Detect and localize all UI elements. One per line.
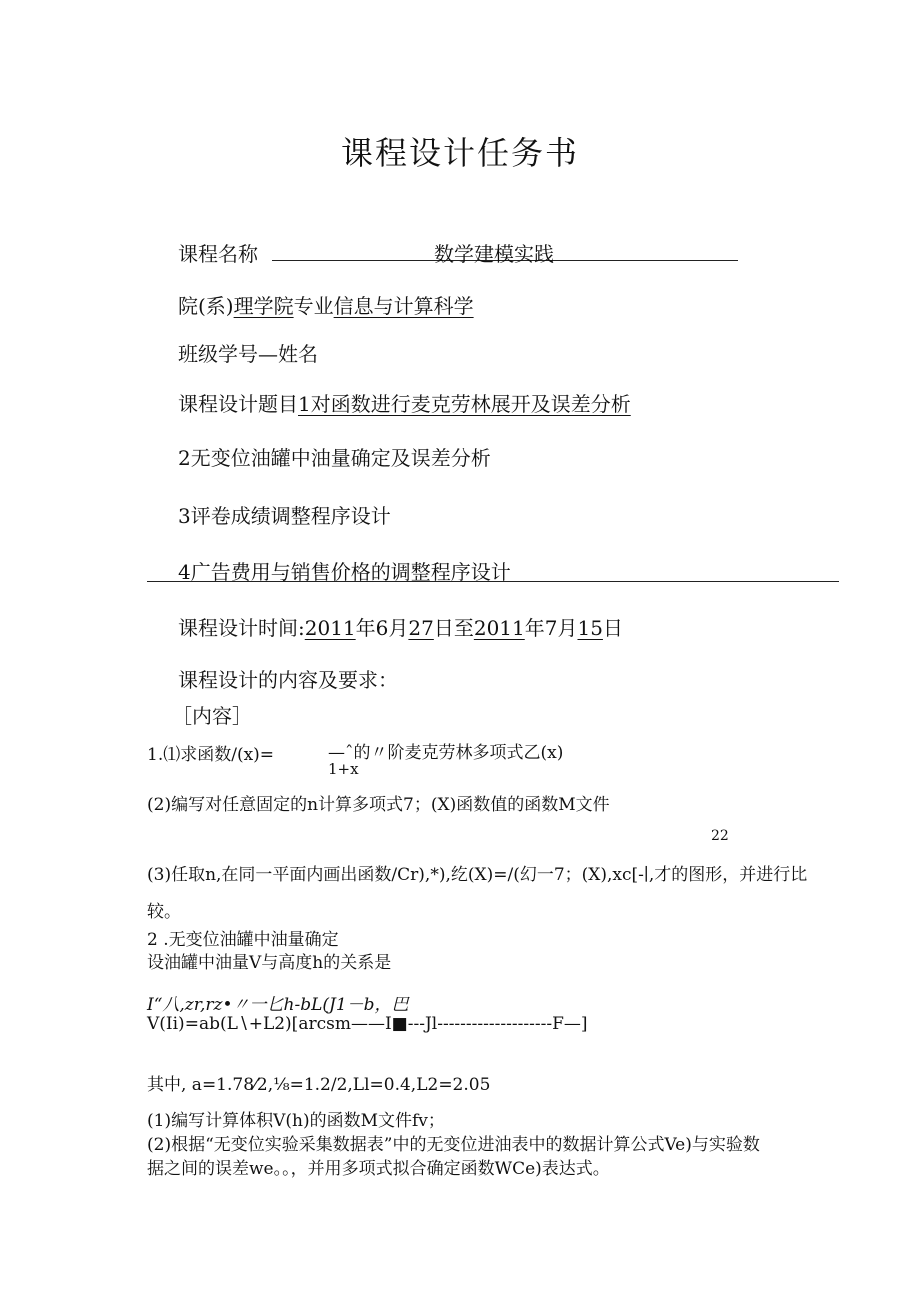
end-day: 15 [577,616,603,640]
topic-item-2: 2无变位油罐中油量确定及误差分析 [178,446,491,470]
dept-line [178,290,474,319]
time-label: 课程设计时间: [178,616,305,640]
month-char-1: 月 [388,616,409,640]
item2-heading: 2 .无变位油罐中油量确定 [147,930,339,950]
month-char-2: 月 [557,616,578,640]
major-value: 信息与计算科学 [333,294,474,318]
course-name-label: 课程名称 [178,242,258,266]
item1-line-a: 1.⑴求函数/(x)= [147,745,275,765]
major-label: 专业 [293,294,334,318]
topic-item-3: 3评卷成绩调整程序设计 [178,504,391,528]
page-title: 课程设计任务书 [340,134,579,172]
year-char-1: 年 [355,616,376,640]
item2-task-2: (2)根据“无变位实验采集数据表”中的无变位进油表中的数据计算公式Ve)与实验数 [147,1135,760,1155]
item1-line-3: (3)任取n,在同一平面内画出函数/Cr),*),纥(X)=/(幻一7；(X),xc[-∣,才的图形，并进行比 [147,865,808,885]
item1-fraction-top: —ˆ的〃阶麦克劳林多项式乙(x) [328,743,564,763]
content-bracket-heading: ［内容］ [172,704,252,728]
item2-task-2-cont: 据之间的误差we。。，并用多项式拟合确定函数WCe)表达式。 [147,1159,610,1179]
item1-line-2: (2)编写对任意固定的n计算多项式7；(X)函数值的函数M文件 [147,795,610,815]
topics-rule [147,581,839,582]
item1-superscript: 22 [711,828,729,844]
start-year: 2011 [304,616,356,640]
formula-line-2: V(Ii)=ab(L∖+L2)[arcsm——I■---Jl--------------------F—] [147,1014,588,1034]
class-line: 班级学号—姓名 [178,342,318,366]
item1-line-3-cont: 较。 [147,902,181,922]
topic-item-1: 1对函数进行麦克劳林展开及误差分析 [298,392,631,416]
parameters-line: 其中, a=1.78⁄2,⅛=1.2/2,Ll=0.4,L2=2.05 [147,1075,491,1095]
time-line [178,612,623,641]
topics-label: 课程设计题目 [178,392,298,416]
item1-fraction-bottom: 1+x [328,760,359,778]
start-day: 27 [408,616,434,640]
dept-value: 理学院 [233,294,294,318]
content-requirements-heading: 课程设计的内容及要求： [178,668,398,692]
start-month: 6 [375,616,389,640]
formula-line-1: I“八,zr,rz•〃一匕h-bL(J1－b，巴 [147,995,409,1015]
year-char-2: 年 [524,616,545,640]
dept-label: 院(系) [178,294,234,318]
day-char-2: 日 [602,616,623,640]
item2-task-1: (1)编写计算体积V(h)的函数M文件fv； [147,1111,445,1131]
end-year: 2011 [473,616,525,640]
course-name-value: 数学建模实践 [434,242,554,266]
topic-item-4: 4广告费用与销售价格的调整程序设计 [178,560,511,584]
topics-line [178,388,631,417]
day-to-char: 日至 [433,616,474,640]
item2-description: 设油罐中油量V与高度h的关系是 [147,953,392,973]
end-month: 7 [544,616,558,640]
